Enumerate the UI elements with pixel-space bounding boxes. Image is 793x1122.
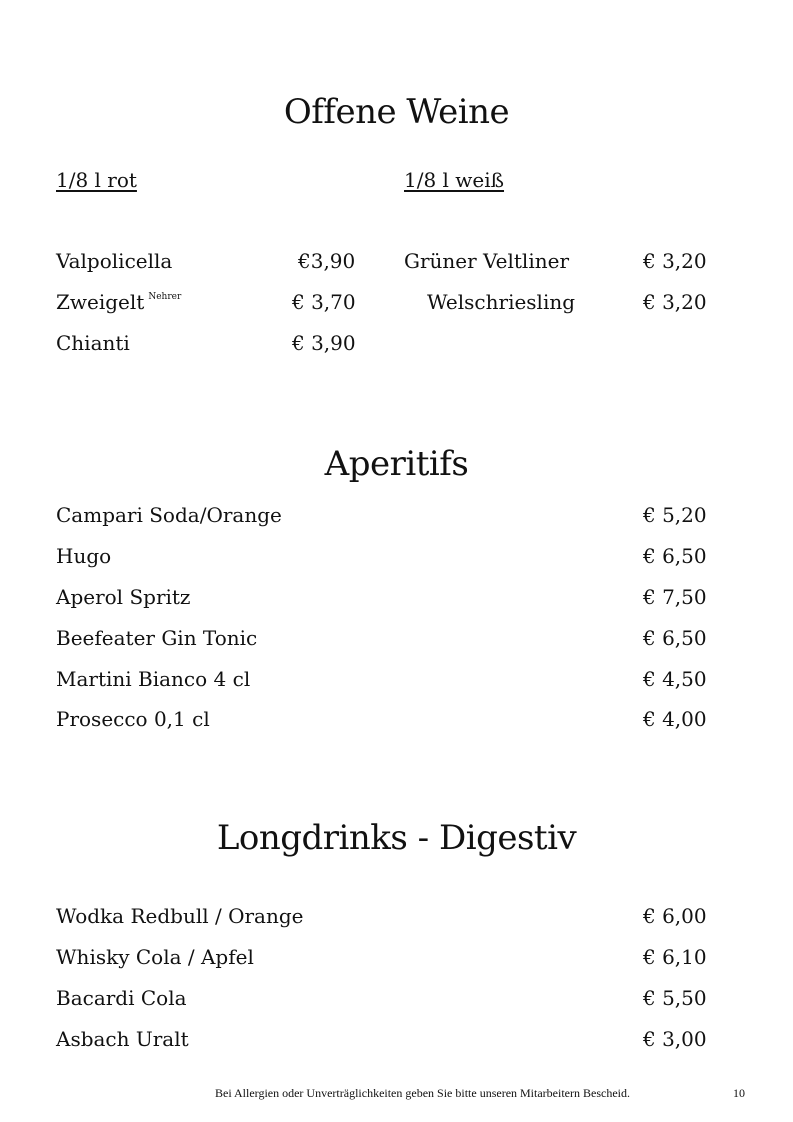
- menu-item-price: € 3,70: [292, 290, 356, 314]
- menu-item-name-with-note: [56, 289, 181, 320]
- menu-item-price: € 3,20: [643, 249, 707, 273]
- menu-item-name: Grüner Veltliner: [404, 249, 569, 273]
- menu-item-name: Zweigelt: [56, 290, 145, 314]
- menu-item-name: Welschriesling: [427, 290, 576, 314]
- menu-item-price: € 7,50: [643, 585, 707, 609]
- menu-item-price: € 4,50: [643, 667, 707, 691]
- menu-item-price: € 3,00: [643, 1027, 707, 1051]
- menu-item-price: €3,90: [298, 249, 356, 273]
- menu-item-name: Hugo: [56, 544, 112, 568]
- page-number: 10: [733, 1086, 745, 1100]
- menu-item-name: Beefeater Gin Tonic: [56, 626, 258, 650]
- menu-item-name: Bacardi Cola: [56, 986, 187, 1010]
- section-title-longdrinks: Longdrinks - Digestiv: [216, 818, 577, 858]
- menu-item-price: € 6,50: [643, 626, 707, 650]
- allergy-note: Bei Allergien oder Unverträglichkeiten geben Sie bitte unseren Mitarbeitern Bescheid.: [215, 1086, 630, 1100]
- menu-item-price: € 5,50: [643, 986, 707, 1010]
- menu-item-price: € 5,20: [643, 503, 707, 527]
- menu-item-name: Valpolicella: [56, 249, 173, 273]
- menu-item-price: € 6,10: [643, 945, 707, 969]
- section-title-open-wines: Offene Weine: [283, 92, 510, 132]
- white-wine-heading: 1/8 l weiß: [404, 168, 505, 192]
- menu-item-name: Aperol Spritz: [56, 585, 191, 609]
- menu-item-price: € 6,50: [643, 544, 707, 568]
- menu-item-name: Prosecco 0,1 cl: [56, 707, 210, 731]
- menu-item-name: Asbach Uralt: [56, 1027, 189, 1051]
- menu-item-price: € 6,00: [643, 904, 707, 928]
- section-title-aperitifs: Aperitifs: [324, 444, 469, 484]
- red-wine-heading: 1/8 l rot: [56, 168, 137, 192]
- producer-note: Nehrer: [148, 292, 182, 302]
- menu-item-name: Campari Soda/Orange: [56, 503, 282, 527]
- menu-item-price: € 3,90: [292, 331, 356, 355]
- menu-item-price: € 4,00: [643, 707, 707, 731]
- menu-item-name: Martini Bianco 4 cl: [56, 667, 251, 691]
- menu-item-name: Whisky Cola / Apfel: [56, 945, 254, 969]
- menu-item-name: Chianti: [56, 331, 130, 355]
- menu-item-price: € 3,20: [643, 290, 707, 314]
- menu-item-name: Wodka Redbull / Orange: [56, 904, 304, 928]
